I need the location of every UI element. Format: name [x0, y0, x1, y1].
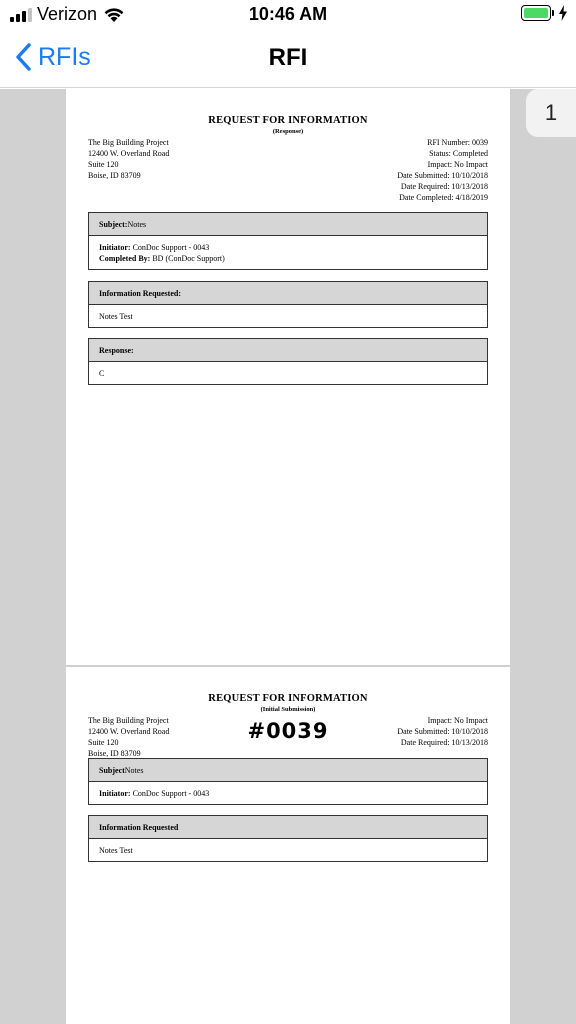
- address-line: Suite 120: [88, 160, 119, 169]
- date-completed: Date Completed: 4/18/2019: [399, 193, 488, 202]
- charging-bolt-icon: [558, 5, 568, 21]
- information-requested-header: Information Requested: [89, 816, 487, 839]
- initiator-label: Initiator:: [99, 788, 131, 798]
- completed-by-label: Completed By:: [99, 253, 151, 263]
- navigation-bar: [0, 30, 576, 88]
- document-title: REQUEST FOR INFORMATION: [208, 693, 368, 704]
- address-line: The Big Building Project: [88, 716, 169, 725]
- initiator-value: ConDoc Support - 0043: [130, 242, 210, 252]
- rfi-number: RFI Number: 0039: [427, 138, 488, 147]
- project-address: [88, 715, 169, 759]
- information-requested-header: Information Requested:: [89, 282, 487, 305]
- document-page-2: [66, 667, 510, 1024]
- page-indicator: 1: [526, 89, 576, 137]
- subject-box: [88, 758, 488, 805]
- subject-value: Notes: [124, 765, 144, 775]
- subject-header: [89, 759, 487, 782]
- status-right: [521, 5, 568, 21]
- carrier-name: Verizon: [37, 4, 98, 24]
- response-box: [88, 338, 488, 385]
- document-page-1: [66, 89, 510, 665]
- information-requested-body: Notes Test: [99, 311, 133, 321]
- information-requested-body: Notes Test: [99, 845, 133, 855]
- response-body: C: [99, 368, 105, 378]
- subject-label: Subject:: [99, 219, 128, 229]
- subject-body: [89, 236, 487, 269]
- initiator-line: [99, 788, 477, 799]
- address-line: 12400 W. Overland Road: [88, 149, 170, 158]
- address-line: Boise, ID 83709: [88, 171, 141, 180]
- rfi-impact: Impact: No Impact: [427, 160, 488, 169]
- rfi-status: Status: Completed: [429, 149, 488, 158]
- document-subtitle: (Response): [272, 128, 304, 135]
- date-submitted: Date Submitted: 10/10/2018: [397, 727, 488, 736]
- subject-label: Subject: [99, 765, 125, 775]
- date-submitted: Date Submitted: 10/10/2018: [397, 171, 488, 180]
- document-title: REQUEST FOR INFORMATION: [208, 115, 368, 126]
- rfi-number-large: #0039: [247, 719, 329, 743]
- project-address: [88, 137, 169, 181]
- document-viewer[interactable]: [0, 89, 576, 1024]
- subject-body: [89, 782, 487, 804]
- address-line: 12400 W. Overland Road: [88, 727, 170, 736]
- information-requested-box: [88, 815, 488, 862]
- completed-by-value: BD (ConDoc Support): [150, 253, 225, 263]
- initiator-line: [99, 242, 477, 253]
- completed-by-line: [99, 253, 477, 264]
- page-title: RFI: [268, 44, 308, 71]
- status-bar: [0, 0, 576, 30]
- rfi-meta: [397, 715, 488, 748]
- subject-value: Notes: [127, 219, 147, 229]
- back-button-label: RFIs: [38, 42, 91, 71]
- battery-nub: [552, 10, 554, 16]
- address-line: The Big Building Project: [88, 138, 169, 147]
- status-time: 10:46 AM: [248, 4, 328, 24]
- battery-icon: [521, 5, 551, 21]
- date-required: Date Required: 10/13/2018: [400, 182, 488, 191]
- address-line: Boise, ID 83709: [88, 749, 141, 758]
- response-header: Response:: [89, 339, 487, 362]
- information-requested-box: [88, 281, 488, 328]
- document-subtitle: (Initial Submission): [260, 706, 316, 713]
- rfi-meta: [397, 137, 488, 203]
- initiator-value: ConDoc Support - 0043: [130, 788, 210, 798]
- rfi-impact: Impact: No Impact: [427, 716, 488, 725]
- date-required: Date Required: 10/13/2018: [400, 738, 488, 747]
- address-line: Suite 120: [88, 738, 119, 747]
- subject-header: [89, 213, 487, 236]
- initiator-label: Initiator:: [99, 242, 131, 252]
- subject-box: [88, 212, 488, 270]
